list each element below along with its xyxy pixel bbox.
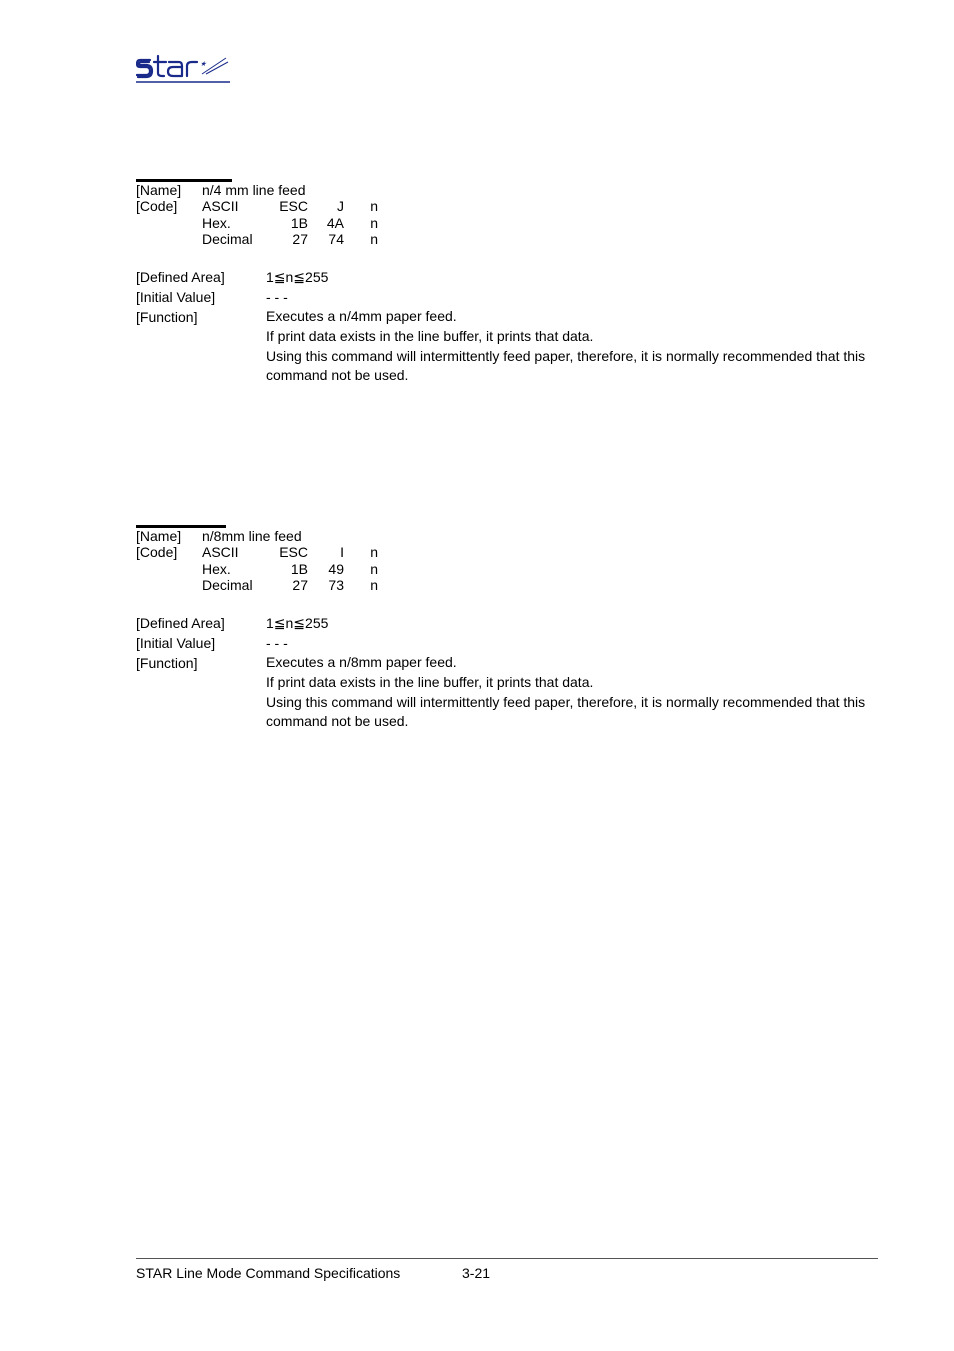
function-line: If print data exists in the line buffer, it prints that data. — [266, 328, 594, 344]
ascii-label: ASCII — [202, 544, 239, 560]
decimal-value-2: 73 — [328, 577, 344, 593]
function-line: Executes a n/4mm paper feed. — [266, 308, 457, 324]
function-line: Using this command will intermittently feed paper, therefore, it is normally recommended that this command not be used. — [266, 694, 866, 729]
svg-text:★: ★ — [200, 61, 207, 68]
initial-value-label: [Initial Value] — [136, 635, 216, 651]
function-line: If print data exists in the line buffer, it prints that data. — [266, 674, 594, 690]
command-name: n/8mm line feed — [202, 528, 302, 544]
hex-label: Hex. — [202, 215, 231, 231]
star-logo-graphic — [136, 52, 232, 84]
hex-value-1: 1B — [290, 215, 308, 231]
hex-value-2: 4A — [326, 215, 344, 231]
decimal-label: Decimal — [202, 231, 253, 247]
code-label: [Code] — [136, 198, 178, 214]
decimal-value-3: n — [370, 231, 378, 247]
ascii-label: ASCII — [202, 198, 239, 214]
hex-value-3: n — [370, 215, 378, 231]
footer-document-title: STAR Line Mode Command Specifications — [136, 1265, 401, 1281]
code-label: [Code] — [136, 544, 178, 560]
hex-value-1: 1B — [290, 561, 308, 577]
decimal-label: Decimal — [202, 577, 253, 593]
defined-area-label: [Defined Area] — [136, 269, 225, 285]
decimal-value-1: 27 — [292, 577, 308, 593]
function-description — [266, 653, 896, 731]
initial-value-label: [Initial Value] — [136, 289, 216, 305]
initial-value: - - - — [266, 289, 288, 305]
ascii-value-2: J — [337, 198, 344, 214]
ascii-value-2: I — [340, 544, 344, 560]
function-line: Using this command will intermittently feed paper, therefore, it is normally recommended that this command not be used. — [266, 348, 866, 383]
defined-area-value: 1≦n≦255 — [266, 269, 329, 285]
function-label: [Function] — [136, 655, 198, 671]
defined-area-label: [Defined Area] — [136, 615, 225, 631]
ascii-value-3: n — [370, 544, 378, 560]
function-line: Executes a n/8mm paper feed. — [266, 654, 457, 670]
decimal-value-1: 27 — [292, 231, 308, 247]
star-logo — [136, 52, 232, 84]
function-label: [Function] — [136, 309, 198, 325]
decimal-value-3: n — [370, 577, 378, 593]
ascii-value-1: ESC — [279, 544, 308, 560]
hex-label: Hex. — [202, 561, 231, 577]
defined-area-value: 1≦n≦255 — [266, 615, 329, 631]
hex-value-3: n — [370, 561, 378, 577]
function-description — [266, 307, 896, 385]
ascii-value-3: n — [370, 198, 378, 214]
ascii-value-1: ESC — [279, 198, 308, 214]
name-label: [Name] — [136, 182, 182, 198]
footer-page-number: 3-21 — [462, 1265, 491, 1281]
command-name: n/4 mm line feed — [202, 182, 306, 198]
decimal-value-2: 74 — [328, 231, 344, 247]
hex-value-2: 49 — [328, 561, 344, 577]
footer-divider — [136, 1258, 878, 1259]
name-label: [Name] — [136, 528, 182, 544]
initial-value: - - - — [266, 635, 288, 651]
